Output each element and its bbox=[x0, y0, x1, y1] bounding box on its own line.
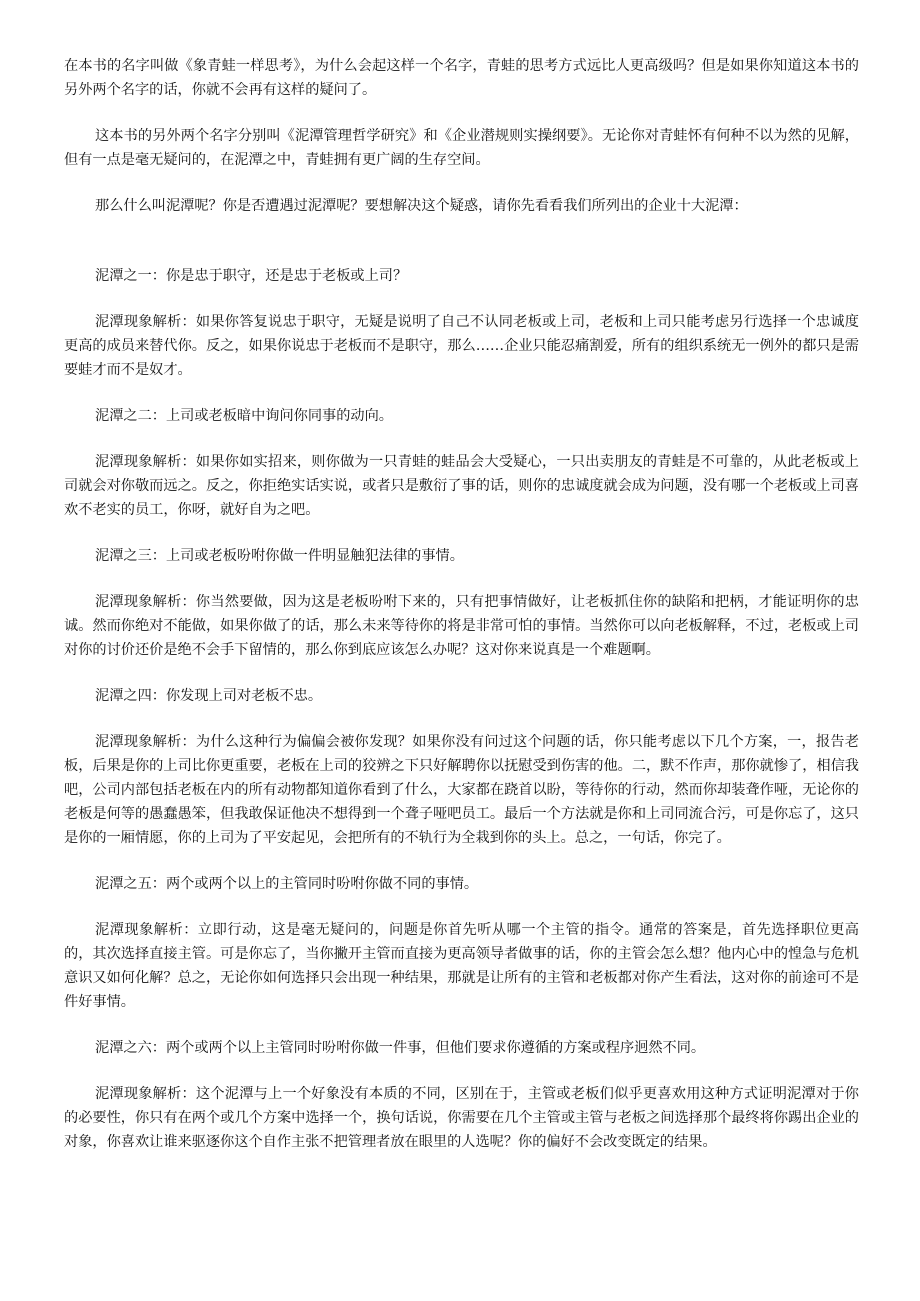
mire-analysis-6: 泥潭现象解析：这个泥潭与上一个好象没有本质的不同，区别在于，主管或老板们似乎更喜欢用这种方式证明泥潭对于你的必要性，你只有在两个或几个方案中选择一个，换句话说，你需要在几个主管或主管与老板之间选择那个最终将你踢出企业的对象，你喜欢让谁来驱逐你这个自作主张不把管理者放在眼里的人选呢？你的偏好不会改变既定的结果。 bbox=[64, 1086, 859, 1150]
mire-heading-2: 泥潭之二：上司或老板暗中询问你同事的动向。 bbox=[95, 408, 393, 424]
mire-heading-5: 泥潭之五：两个或两个以上的主管同时吩咐你做不同的事情。 bbox=[95, 876, 479, 892]
mire-analysis-1: 泥潭现象解析：如果你答复说忠于职守，无疑是说明了自己不认同老板或上司，老板和上司只能考虑另行选择一个忠诚度更高的成员来替代你。反之，如果你说忠于老板而不是职守，那么……企业只能忍痛割爱，所有的组织系统无一例外的都只是需要蛙才而不是奴才。 bbox=[64, 314, 859, 378]
mire-heading-1: 泥潭之一：你是忠于职守，还是忠于老板或上司？ bbox=[95, 268, 408, 284]
mire-analysis-2: 泥潭现象解析：如果你如实招来，则你做为一只青蛙的蛙品会大受疑心，一只出卖朋友的青蛙是不可靠的，从此老板或上司就会对你敬而远之。反之，你拒绝实话实说，或者只是敷衍了事的话，则你的忠诚度就会成为问题，没有哪一个老板或上司喜欢不老实的员工，你呀，就好自为之吧。 bbox=[64, 454, 859, 518]
mire-heading-3: 泥潭之三：上司或老板吩咐你做一件明显触犯法律的事情。 bbox=[95, 548, 464, 564]
mire-analysis-4: 泥潭现象解析：为什么这种行为偏偏会被你发现？如果你没有问过这个问题的话，你只能考虑以下几个方案，一，报告老板，后果是你的上司比你更重要，老板在上司的狡辨之下只好解聘你以抚慰受到伤害的他。二，默不作声，那你就惨了，相信我吧，公司内部包括老板在内的所有动物都知道你看到了什么，大家都在跷首以盼，等待你的行动，然而你却装聋作哑，无论你的老板是何等的愚蠢愚笨，但我敢保证他决不想得到一个聋子哑吧员工。最后一个方法就是你和上司同流合污，可是你忘了，这只是你的一厢情愿，你的上司为了平安起见，会把所有的不轨行为全栽到你的头上。总之，一句话，你完了。 bbox=[64, 734, 859, 846]
mire-heading-4: 泥潭之四：你发现上司对老板不忠。 bbox=[95, 688, 323, 704]
document-body bbox=[64, 54, 859, 1154]
paragraph-intro: 在本书的名字叫做《象青蛙一样思考》，为什么会起这样一个名字，青蛙的思考方式远比人更高级吗？但是如果你知道这本书的另外两个名字的话，你就不会再有这样的疑问了。 bbox=[64, 58, 859, 98]
mire-heading-6: 泥潭之六：两个或两个以上主管同时吩咐你做一件事，但他们要求你遵循的方案或程序迥然不同。 bbox=[95, 1040, 706, 1056]
paragraph-what-is-mire: 那么什么叫泥潭呢？你是否遭遇过泥潭呢？要想解决这个疑惑，请你先看看我们所列出的企业十大泥潭： bbox=[95, 198, 748, 214]
paragraph-other-names: 这本书的另外两个名字分别叫《泥潭管理哲学研究》和《企业潜规则实操纲要》。无论你对青蛙怀有何种不以为然的见解，但有一点是毫无疑问的，在泥潭之中，青蛙拥有更广阔的生存空间。 bbox=[64, 128, 859, 168]
mire-analysis-3: 泥潭现象解析：你当然要做，因为这是老板吩咐下来的，只有把事情做好，让老板抓住你的缺陷和把柄，才能证明你的忠诚。然而你绝对不能做，如果你做了的话，那么未来等待你的将是非常可怕的事情。当然你可以向老板解释，不过，老板或上司对你的讨价还价是绝不会手下留情的，那么你到底应该怎么办呢？这对你来说真是一个难题啊。 bbox=[64, 594, 859, 658]
mire-analysis-5: 泥潭现象解析：立即行动，这是毫无疑问的，问题是你首先听从哪一个主管的指令。通常的答案是，首先选择职位更高的，其次选择直接主管。可是你忘了，当你撇开主管而直接为更高领导者做事的话，你的主管会怎么想？他内心中的惶急与危机意识又如何化解？总之，无论你如何选择只会出现一种结果，那就是让所有的主管和老板都对你产生看法，这对你的前途可不是件好事情。 bbox=[64, 922, 859, 1010]
